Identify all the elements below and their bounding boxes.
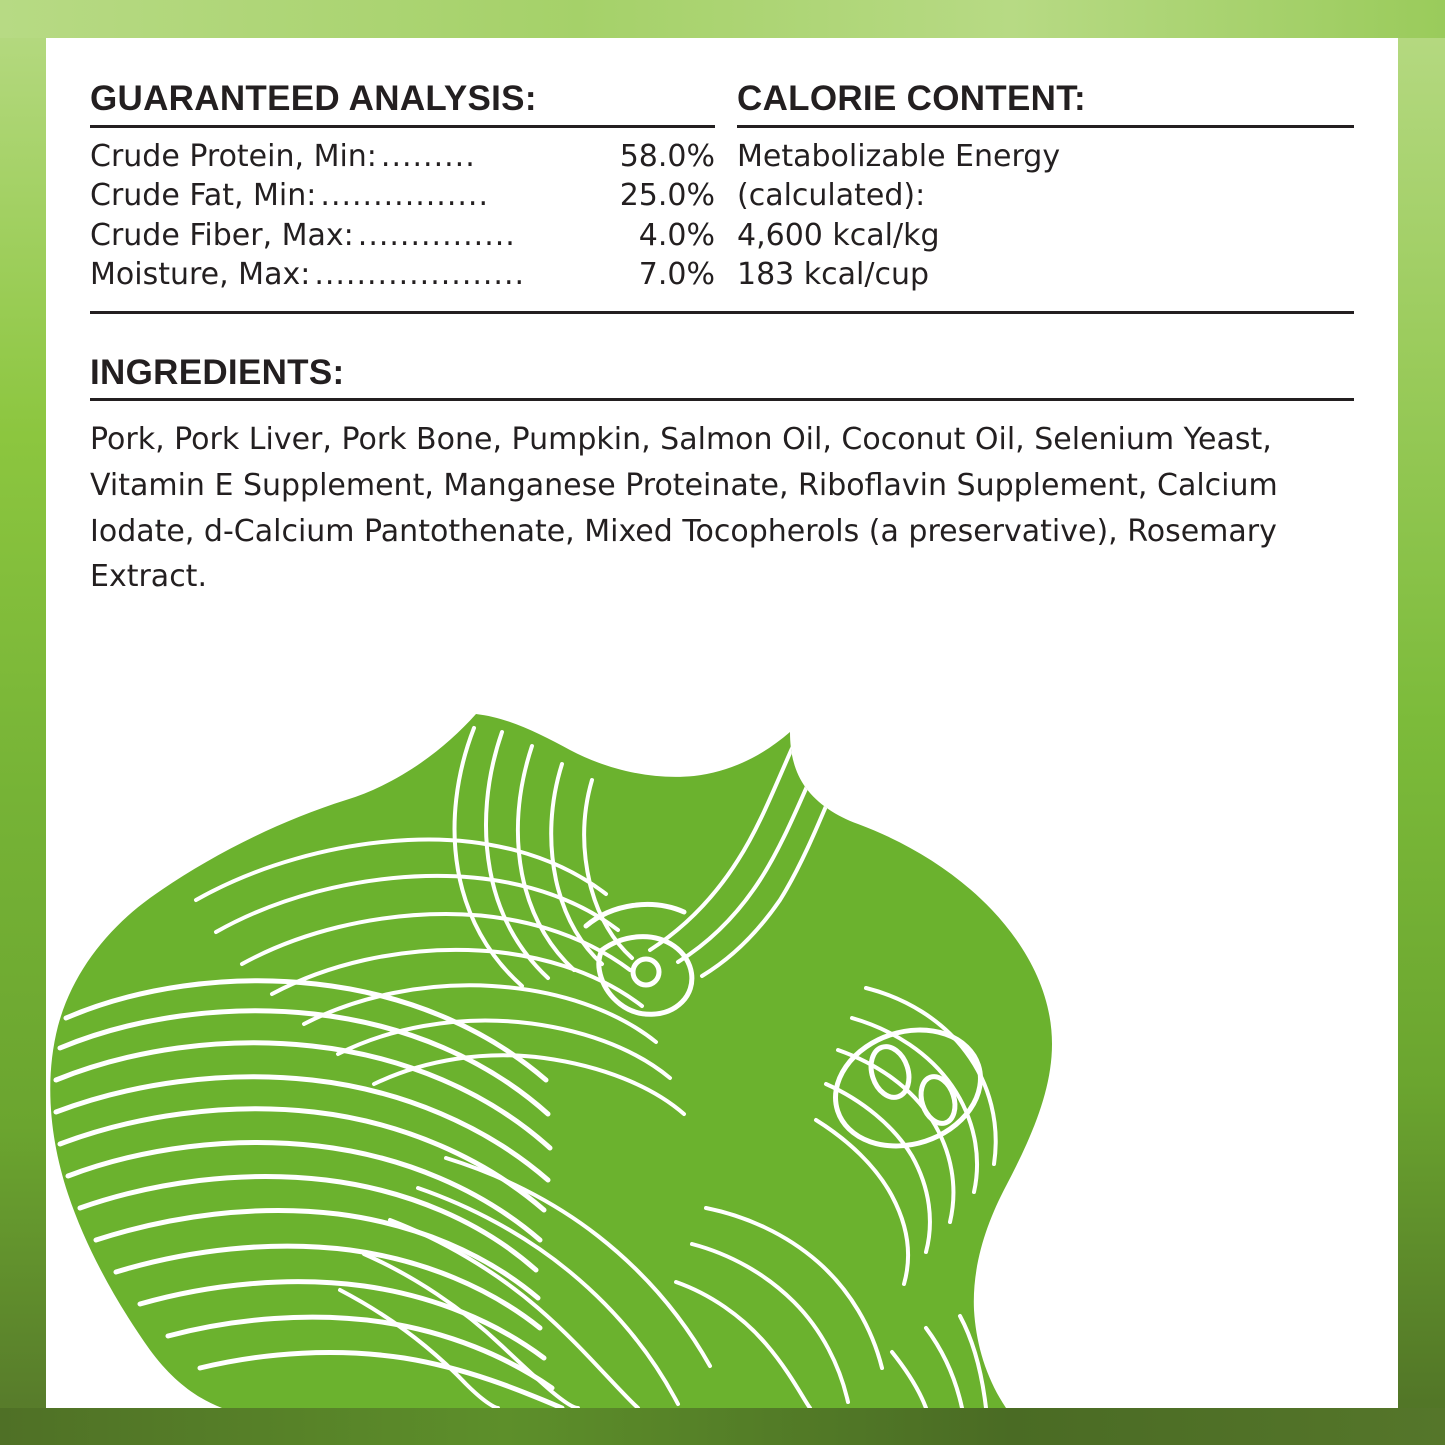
ga-leader-dots: ............... (357, 217, 516, 253)
ga-label: Crude Protein, Min: (90, 138, 377, 174)
ga-leader-dots: .................... (314, 257, 526, 293)
list-item: Metabolizable Energy (737, 138, 1061, 174)
ga-value: 25.0% (619, 178, 715, 214)
calorie-content-list (737, 137, 1354, 295)
ga-value: 7.0% (638, 257, 715, 293)
ga-value: 58.0% (619, 138, 715, 174)
pig-head-illustration (46, 688, 1398, 1408)
guaranteed-analysis-section (90, 80, 715, 295)
ingredients-text: Pork, Pork Liver, Pork Bone, Pumpkin, Salmon Oil, Coconut Oil, Selenium Yeast, Vitamin E Supplement, Manganese Proteinate, Riboflavin Supplement, Calcium Iodate, d-Calcium Pantothenate, Mixed Tocopherols (a preservative), Rosemary Extract. (90, 422, 1278, 595)
table-row (90, 176, 715, 216)
guaranteed-analysis-list (90, 137, 715, 295)
table-row (90, 137, 715, 177)
ingredients-divider (90, 398, 1354, 401)
table-row (90, 255, 715, 295)
calorie-content-divider (737, 125, 1354, 128)
nutrition-bottom-divider (90, 311, 1354, 314)
ga-value: 4.0% (638, 217, 715, 253)
ga-leader-dots: ................ (320, 178, 489, 214)
table-row (90, 216, 715, 256)
guaranteed-analysis-divider (90, 125, 715, 128)
ga-leader-dots: ......... (380, 138, 476, 174)
list-item: (calculated): (737, 178, 926, 214)
guaranteed-analysis-title: GUARANTEED ANALYSIS: (90, 79, 537, 118)
calorie-content-section (715, 80, 1354, 295)
ga-label: Crude Fat, Min: (90, 178, 317, 214)
ingredients-title: INGREDIENTS: (90, 352, 345, 392)
ga-label: Moisture, Max: (90, 257, 311, 293)
label-content (90, 80, 1354, 630)
ga-label: Crude Fiber, Max: (90, 217, 354, 253)
ingredients-section (90, 354, 1354, 600)
label-card (46, 38, 1398, 1408)
calorie-content-title: CALORIE CONTENT: (737, 79, 1086, 118)
list-item: 183 kcal/cup (737, 257, 930, 293)
nutrition-columns (90, 80, 1354, 295)
list-item: 4,600 kcal/kg (737, 217, 940, 253)
